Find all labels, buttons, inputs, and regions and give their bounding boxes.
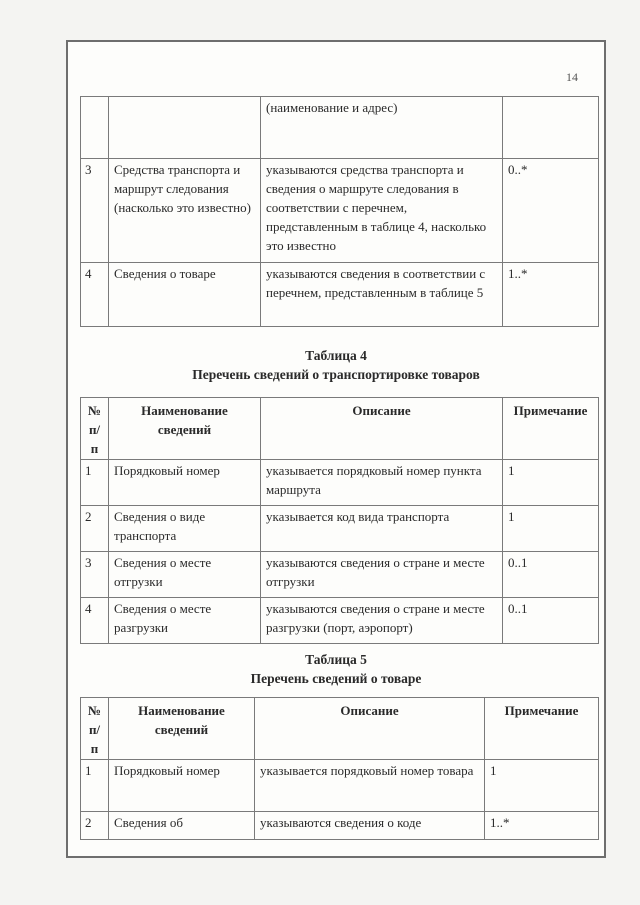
header-description: Описание — [261, 398, 503, 460]
table-row — [81, 812, 599, 840]
row-note: 0..1 — [503, 598, 599, 644]
row-description: указываются сведения в соответствии с перечнем, представленным в таблице 5 — [261, 263, 503, 327]
row-name: Средства транспорта и маршрут следования (насколько это известно) — [109, 159, 261, 263]
table-row — [81, 760, 599, 812]
header-number: № п/п — [81, 398, 109, 460]
row-name: Сведения о месте разгрузки — [109, 598, 261, 644]
row-name: Порядковый номер — [109, 460, 261, 506]
row-name: Сведения о месте отгрузки — [109, 552, 261, 598]
row-description: указывается порядковый номер пункта маршрута — [261, 460, 503, 506]
table-row — [81, 506, 599, 552]
row-name: Сведения об — [109, 812, 255, 840]
table-header-row — [81, 398, 599, 460]
table4-title: Перечень сведений о транспортировке товаров — [192, 367, 480, 382]
row-description: указывается порядковый номер товара — [255, 760, 485, 812]
header-number: № п/п — [81, 698, 109, 760]
header-name: Наименование сведений — [109, 398, 261, 460]
row-note — [503, 97, 599, 159]
row-description: (наименование и адрес) — [261, 97, 503, 159]
row-name: Сведения о товаре — [109, 263, 261, 327]
page-number: 14 — [566, 70, 578, 84]
table-header-row — [81, 698, 599, 760]
row-note: 1..* — [503, 263, 599, 327]
row-note: 0..* — [503, 159, 599, 263]
row-name: Порядковый номер — [109, 760, 255, 812]
table5-label: Таблица 5 — [305, 652, 367, 667]
row-description: указываются средства транспорта и сведения о маршруте следования в соответствии с перечнем, представленным в таблице 4, насколько это известно — [261, 159, 503, 263]
table-row — [81, 97, 599, 159]
row-description: указывается код вида транспорта — [261, 506, 503, 552]
table4 — [80, 397, 599, 644]
row-number: 3 — [81, 552, 109, 598]
row-number: 4 — [81, 263, 109, 327]
row-number: 1 — [81, 460, 109, 506]
row-description: указываются сведения о стране и месте разгрузки (порт, аэропорт) — [261, 598, 503, 644]
table-row — [81, 598, 599, 644]
row-note: 1 — [503, 506, 599, 552]
top-table — [80, 96, 599, 327]
row-description: указываются сведения о коде — [255, 812, 485, 840]
row-number — [81, 97, 109, 159]
table4-label: Таблица 4 — [305, 348, 367, 363]
header-name: Наименование сведений — [109, 698, 255, 760]
header-description: Описание — [255, 698, 485, 760]
table5 — [80, 697, 599, 840]
row-note: 1 — [485, 760, 599, 812]
row-note: 1 — [503, 460, 599, 506]
header-note: Примечание — [503, 398, 599, 460]
table-row — [81, 159, 599, 263]
row-name — [109, 97, 261, 159]
row-number: 2 — [81, 812, 109, 840]
header-note: Примечание — [485, 698, 599, 760]
table-row — [81, 263, 599, 327]
row-number: 1 — [81, 760, 109, 812]
row-note: 1..* — [485, 812, 599, 840]
row-name: Сведения о виде транспорта — [109, 506, 261, 552]
row-number: 2 — [81, 506, 109, 552]
row-note: 0..1 — [503, 552, 599, 598]
table5-title: Перечень сведений о товаре — [250, 671, 422, 686]
table-row — [81, 552, 599, 598]
row-number: 4 — [81, 598, 109, 644]
row-description: указываются сведения о стране и месте отгрузки — [261, 552, 503, 598]
row-number: 3 — [81, 159, 109, 263]
table-row — [81, 460, 599, 506]
